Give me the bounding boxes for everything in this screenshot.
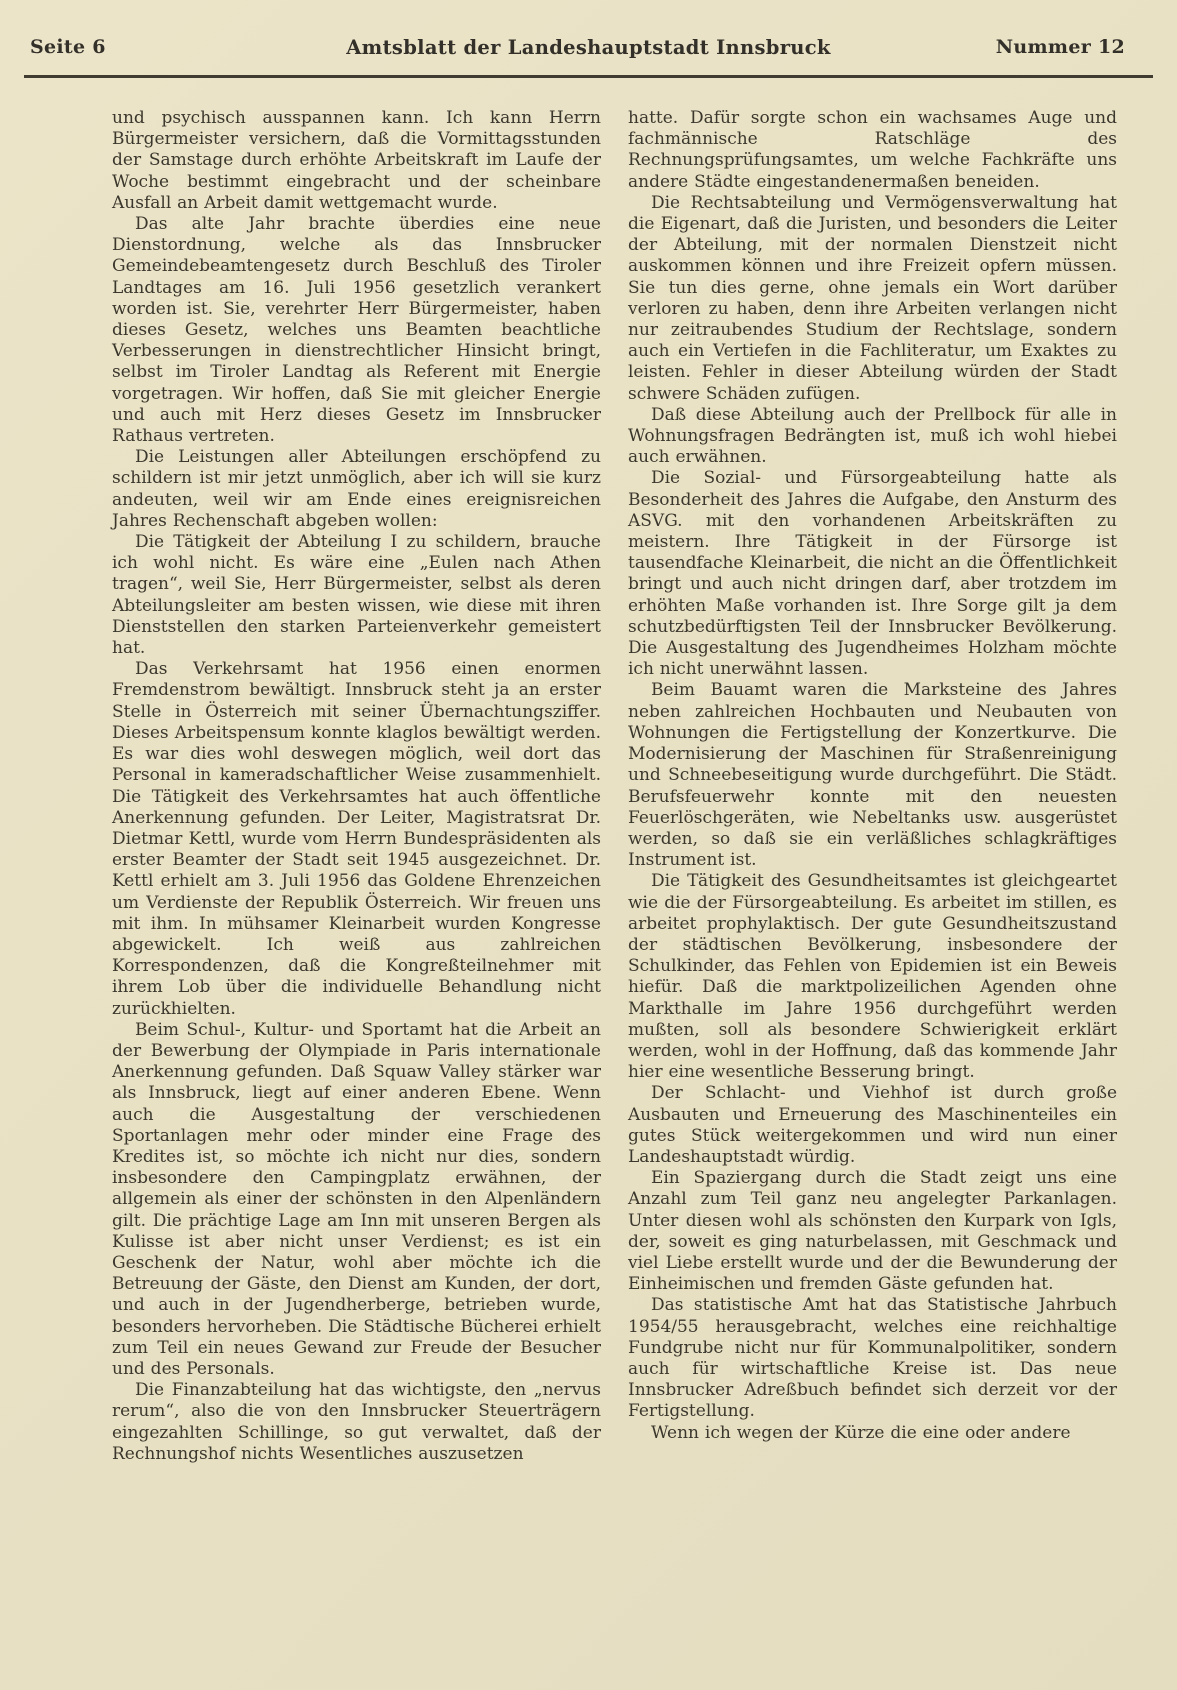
paragraph: Die Tätigkeit der Abteilung I zu schildern, brauche ich wohl nicht. Es wäre eine „Eulen nach Athen tragen“, weil Sie, Herr Bürgermeister, selbst als deren Abteilungsleiter am besten wissen, wie diese mit ihren Dienststellen den starken Parteienverkehr gemeistert hat. [112,532,601,659]
paragraph: Ein Spaziergang durch die Stadt zeigt uns eine Anzahl zum Teil ganz neu angelegter Parkanlagen. Unter diesen wohl als schönsten den Kurpark von Igls, der, soweit es ging naturbelassen, mit Geschmack und viel Liebe erstellt wurde und der die Bewunderung der Einheimischen und fremden Gäste gefunden hat. [628,1168,1117,1295]
article-body [0,108,1177,1465]
page-header [0,36,1177,66]
issue-number-label: Nummer 12 [995,36,1125,58]
paragraph: Daß diese Abteilung auch der Prellbock für alle in Wohnungsfragen Bedrängten ist, muß ich wohl hiebei auch erwähnen. [628,404,1117,468]
masthead-title: Amtsblatt der Landeshauptstadt Innsbruck [346,36,831,59]
right-column [628,108,1117,1465]
paragraph: Die Leistungen aller Abteilungen erschöpfend zu schildern ist mir jetzt unmöglich, aber ich will sie kurz andeuten, weil wir am Ende eines ereignisreichen Jahres Rechenschaft abgeben wollen: [112,447,601,531]
header-rule [24,75,1153,78]
paragraph: Beim Bauamt waren die Marksteine des Jahres neben zahlreichen Hochbauten und Neubauten von Wohnungen die Fertigstellung der Konzertkurve. Die Modernisierung der Maschinen für Straßenreinigung und Schneebeseitigung wurde durchgeführt. Die Städt. Berufsfeuerwehr konnte mit den neuesten Feuerlöschgeräten, wie Nebeltanks usw. ausgerüstet werden, so daß sie ein verläßliches schlagkräftiges Instrument ist. [628,680,1117,871]
paragraph: Beim Schul-, Kultur- und Sportamt hat die Arbeit an der Bewerbung der Olympiade in Paris internationale Anerkennung gefunden. Daß Squaw Valley stärker war als Innsbruck, liegt auf einer anderen Ebene. Wenn auch die Ausgestaltung der verschiedenen Sportanlagen mehr oder minder eine Frage des Kredites ist, so möchte ich nicht nur dies, sondern insbesondere den Campingplatz erwähnen, der allgemein als einer der schönsten in den Alpenländern gilt. Die prächtige Lage am Inn mit unseren Bergen als Kulisse ist aber nicht unser Verdienst; es ist ein Geschenk der Natur, wohl aber möchte ich die Betreuung der Gäste, den Dienst am Kunden, der dort, und auch in der Jugendherberge, betrieben wurde, besonders hervorheben. Die Städtische Bücherei erhielt zum Teil ein neues Gewand zur Freude der Besucher und des Personals. [112,1019,601,1379]
paragraph: Die Sozial- und Fürsorgeabteilung hatte als Besonderheit des Jahres die Aufgabe, den Ansturm des ASVG. mit den vorhandenen Arbeitskräften zu meistern. Ihre Tätigkeit in der Fürsorge ist tausendfache Kleinarbeit, die nicht an die Öffentlichkeit bringt und auch nicht dringen darf, aber trotzdem im erhöhten Maße vorhanden ist. Ihre Sorge gilt ja dem schutzbedürftigsten Teil der Innsbrucker Bevölkerung. Die Ausgestaltung des Jugendheimes Holzham möchte ich nicht unerwähnt lassen. [628,468,1117,680]
paragraph: Das alte Jahr brachte überdies eine neue Dienstordnung, welche als das Innsbrucker Gemeindebeamtengesetz durch Beschluß des Tiroler Landtages am 16. Juli 1956 gesetzlich verankert worden ist. Sie, verehrter Herr Bürgermeister, haben dieses Gesetz, welches uns Beamten beachtliche Verbesserungen in dienstrechtlicher Hinsicht bringt, selbst im Tiroler Landtag als Referent mit Energie vorgetragen. Wir hoffen, daß Sie mit gleicher Energie und auch mit Herz dieses Gesetz im Innsbrucker Rathaus vertreten. [112,214,601,447]
paragraph: Das statistische Amt hat das Statistische Jahrbuch 1954/55 herausgebracht, welches eine reichhaltige Fundgrube nicht nur für Kommunalpolitiker, sondern auch für wirtschaftliche Kreise ist. Das neue Innsbrucker Adreßbuch befindet sich derzeit vor der Fertigstellung. [628,1295,1117,1422]
paragraph: Die Finanzabteilung hat das wichtigste, den „nervus rerum“, also die von den Innsbrucker Steuerträgern eingezahlten Schillinge, so gut verwaltet, daß der Rechnungshof nichts Wesentliches auszusetzen [112,1380,601,1464]
paragraph: Wenn ich wegen der Kürze die eine oder andere [650,1422,1071,1443]
paragraph: und psychisch ausspannen kann. Ich kann Herrn Bürgermeister versichern, daß die Vormittagsstunden der Samstage durch erhöhte Arbeitskraft im Laufe der Woche bestimmt eingebracht und der scheinbare Ausfall an Arbeit damit wettgemacht wurde. [112,108,601,213]
paragraph: Die Tätigkeit des Gesundheitsamtes ist gleichgeartet wie die der Fürsorgeabteilung. Es arbeitet im stillen, es arbeitet prophylaktisch. Der gute Gesundheitszustand der städtischen Bevölkerung, insbesondere der Schulkinder, das Fehlen von Epidemien ist ein Beweis hiefür. Daß die marktpolizeilichen Agenden ohne Markthalle im Jahre 1956 durchgeführt werden mußten, soll als besondere Schwierigkeit erklärt werden, wohl in der Hoffnung, daß das kommende Jahr hier eine wesentliche Besserung bringt. [628,871,1117,1083]
page-number-label: Seite 6 [30,36,106,58]
paragraph: Das Verkehrsamt hat 1956 einen enormen Fremdenstrom bewältigt. Innsbruck steht ja an erster Stelle in Österreich mit seiner Übernachtungsziffer. Dieses Arbeitspensum konnte klaglos bewältigt werden. Es war dies wohl deswegen möglich, weil dort das Personal in kameradschaftlicher Weise zusammenhielt. Die Tätigkeit des Verkehrsamtes hat auch öffentliche Anerkennung gefunden. Der Leiter, Magistratsrat Dr. Dietmar Kettl, wurde vom Herrn Bundespräsidenten als erster Beamter der Stadt seit 1945 ausgezeichnet. Dr. Kettl erhielt am 3. Juli 1956 das Goldene Ehrenzeichen um Verdienste der Republik Österreich. Wir freuen uns mit ihm. In mühsamer Kleinarbeit wurden Kongresse abgewickelt. Ich weiß aus zahlreichen Korrespondenzen, daß die Kongreßteilnehmer mit ihrem Lob über die individuelle Behandlung nicht zurückhielten. [112,659,601,1019]
paragraph: Der Schlacht- und Viehhof ist durch große Ausbauten und Erneuerung des Maschinenteiles ein gutes Stück weitergekommen und wird nun einer Landeshauptstadt würdig. [628,1083,1117,1167]
left-column [112,108,601,1465]
paragraph: hatte. Dafür sorgte schon ein wachsames Auge und fachmännische Ratschläge des Rechnungsprüfungsamtes, um welche Fachkräfte uns andere Städte eingestandenermaßen beneiden. [628,108,1117,192]
paragraph: Die Rechtsabteilung und Vermögensverwaltung hat die Eigenart, daß die Juristen, und besonders die Leiter der Abteilung, mit der normalen Dienstzeit nicht auskommen können und ihre Freizeit opfern müssen. Sie tun dies gerne, ohne jemals ein Wort darüber verloren zu haben, denn ihre Arbeiten verlangen nicht nur zeitraubendes Studium der Rechtslage, sondern auch ein Vertiefen in die Fachliteratur, um Exaktes zu leisten. Fehler in dieser Abteilung würden der Stadt schwere Schäden zufügen. [628,192,1117,404]
